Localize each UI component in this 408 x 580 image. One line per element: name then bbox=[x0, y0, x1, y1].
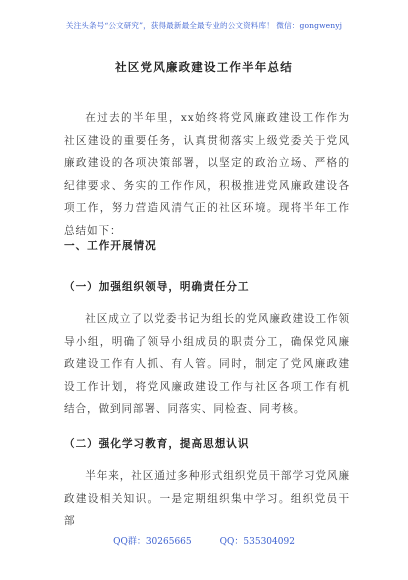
subsection-heading-1: （一）加强组织领导，明确责任分工 bbox=[64, 281, 250, 293]
document-title: 社区党风廉政建设工作半年总结 bbox=[115, 60, 293, 74]
subsection-1-paragraph: 社区成立了以党委书记为组长的党风廉政建设工作领导小组，明确了领导小组成员的职责分工，确保党风廉政建设工作有人抓、有人管。同时，制定了党风廉政建设工作计划，将党风廉政建设工作与社区各项工作有机结合，做到同部署、同落实、同检查、同考核。 bbox=[64, 313, 350, 416]
header-banner: 关注头条号“公文研究”，获得最新最全最专业的公文资料库！ 微信：gongwenyj bbox=[65, 21, 343, 30]
subsection-2-paragraph: 半年来，社区通过多种形式组织党员干部学习党风廉政建设相关知识。一是定期组织集中学习。组织党员干部 bbox=[64, 470, 350, 528]
footer-qq-number: QQ：535304092 bbox=[219, 537, 295, 547]
section-heading-1: 一、工作开展情况 bbox=[64, 240, 157, 252]
intro-paragraph: 在过去的半年里，xx始终将党风廉政建设工作作为社区建设的重要任务，认真贯彻落实上级党委关于党风廉政建设的各项决策部署，以坚定的政治立场、严格的纪律要求、务实的工作作风，积极推进党风廉政建设各项工作，努力营造风清气正的社区环境。现将半年工作总结如下： bbox=[64, 112, 350, 237]
subsection-heading-2: （二）强化学习教育，提高思想认识 bbox=[64, 438, 250, 450]
footer-contact bbox=[0, 534, 408, 547]
footer-qq-group: QQ群：30265665 bbox=[113, 537, 192, 547]
